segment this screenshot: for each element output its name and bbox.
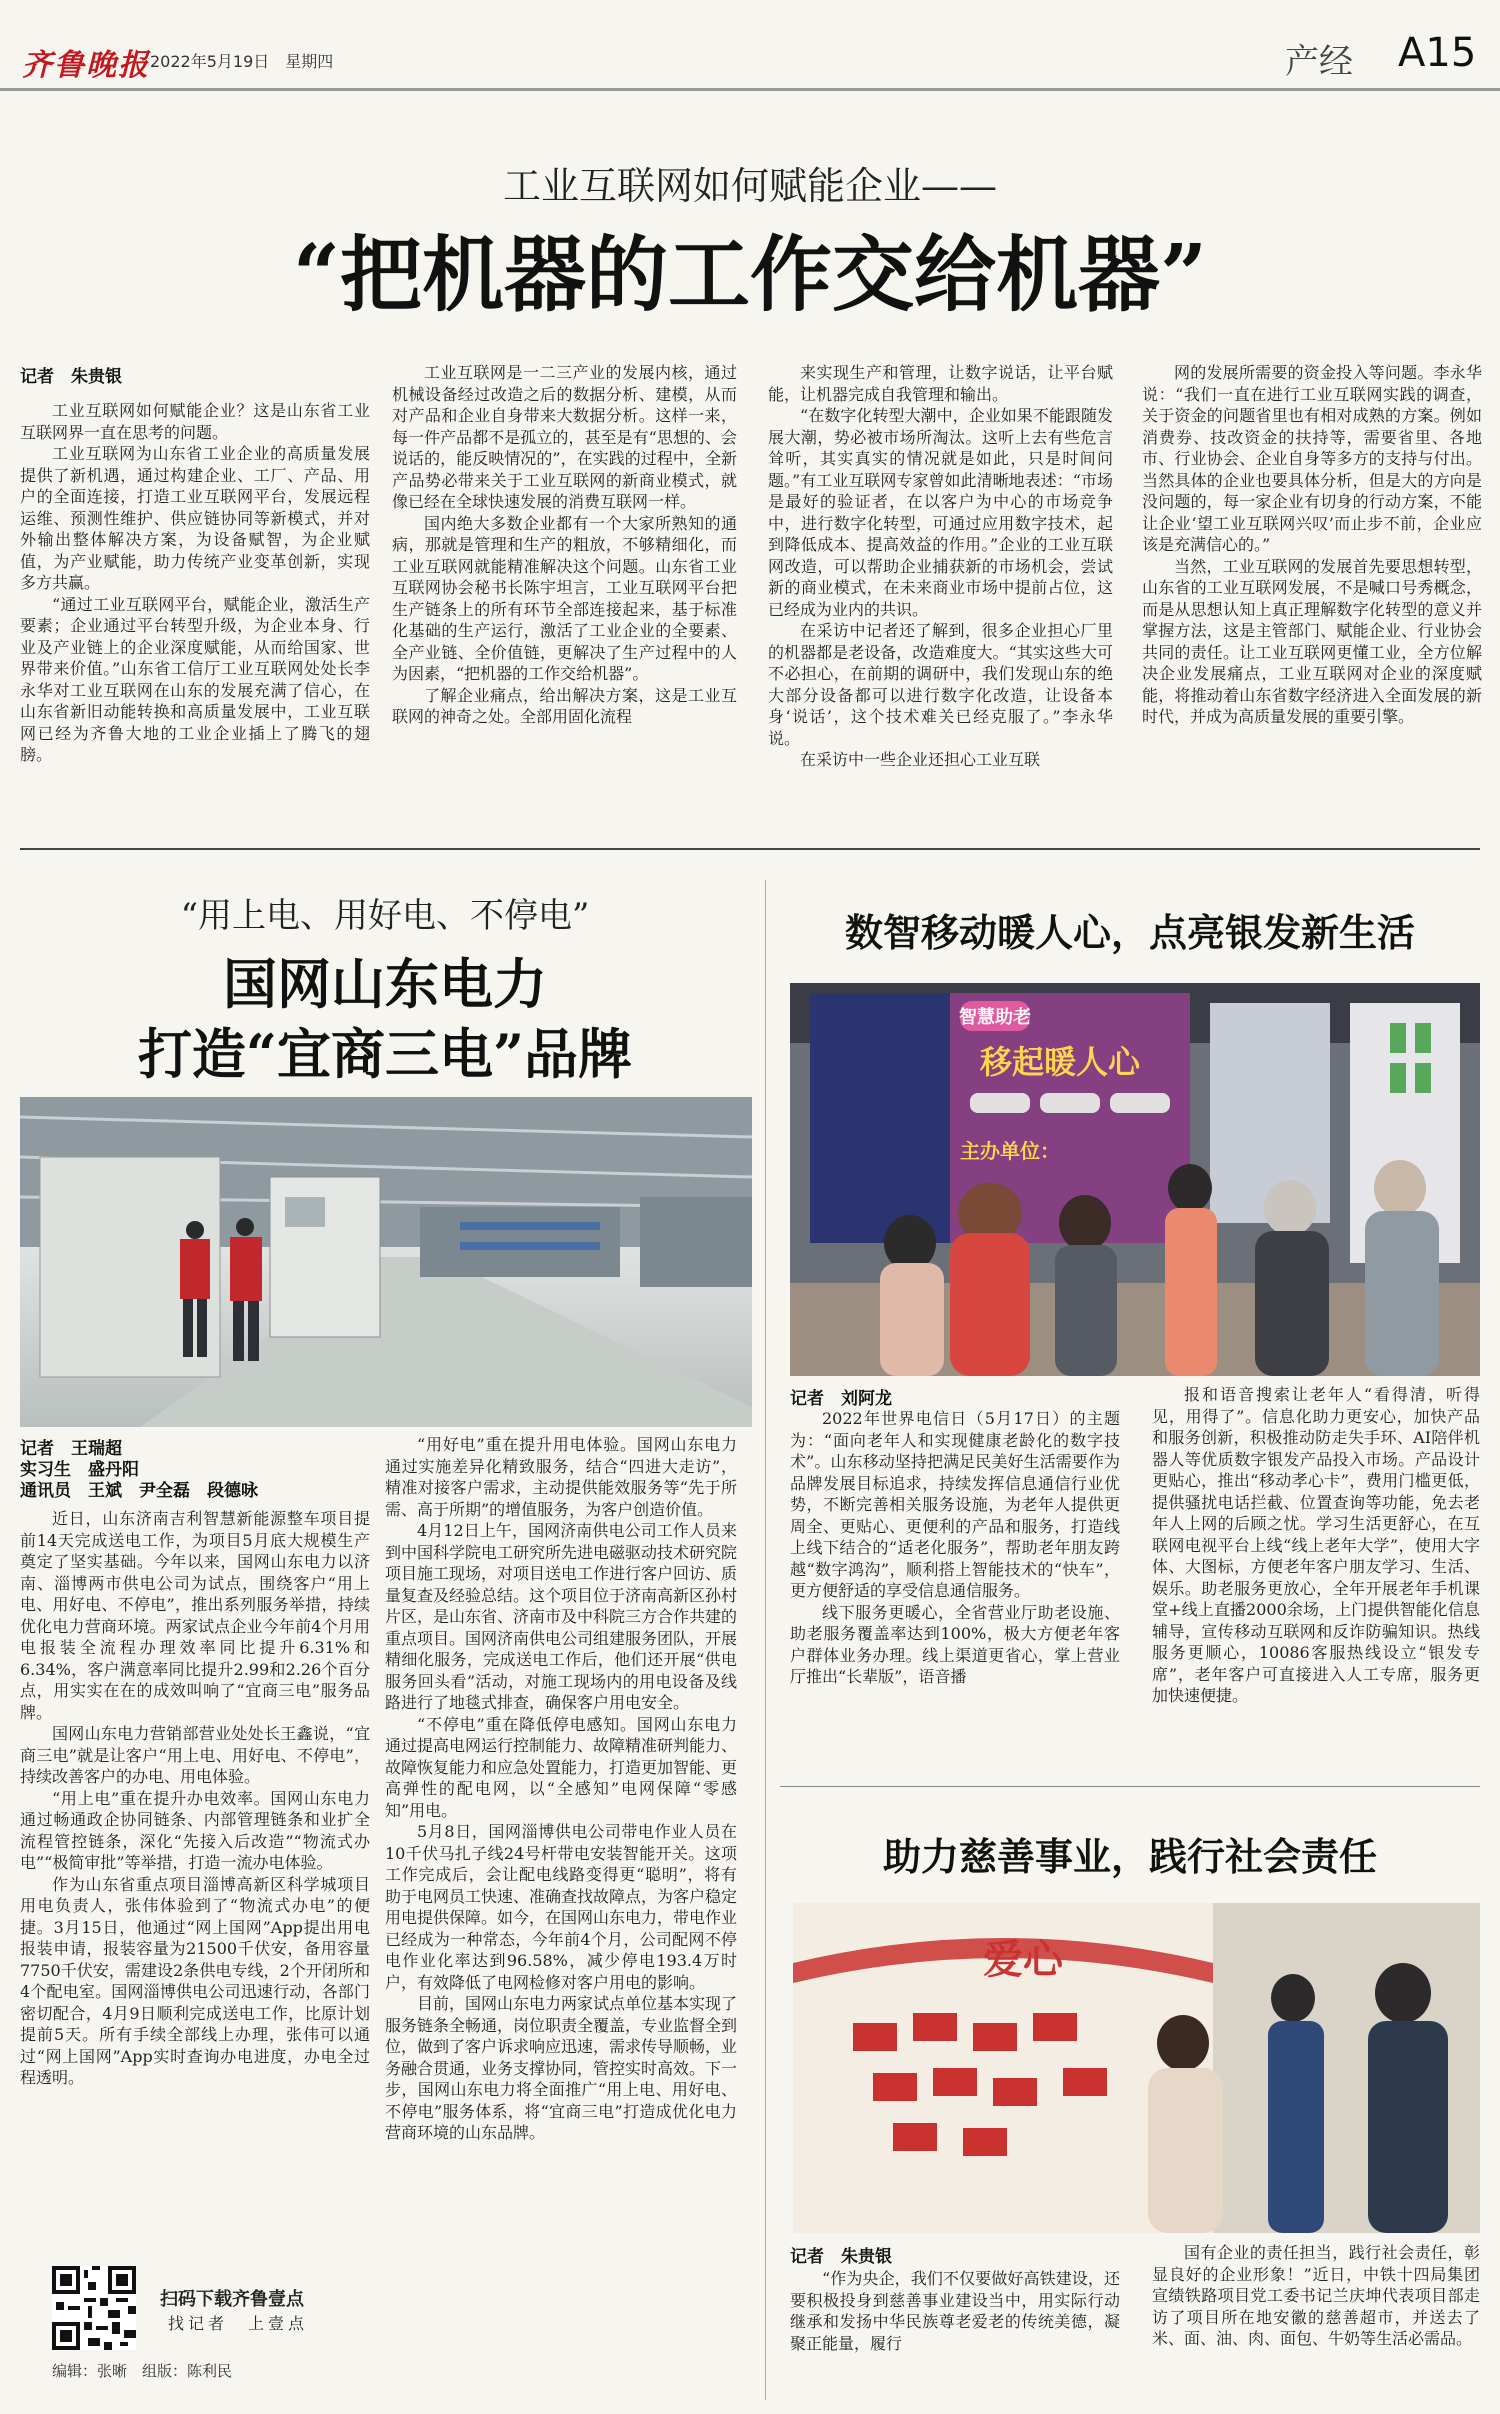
paragraph: “通过工业互联网平台，赋能企业，激活生产要素；企业通过平台转型升级，为企业本身、行业及产业链上的企业深度赋能，从而给国家、世界带来价值。”山东省工信厅工业互联网处处长李永华对工业互联网在山东的发展充满了信心，在山东省新旧动能转换和高质量发展中，工业互联网已经为齐鲁大地的工业企业插上了腾飞的翅膀。: [20, 594, 370, 764]
section-divider: [20, 848, 1480, 850]
article2-byline-reporter: 记者 王瑞超: [20, 1439, 122, 1459]
paragraph: 工业互联网如何赋能企业？这是山东省工业互联网界一直在思考的问题。: [20, 401, 370, 442]
qr-subcaption: 找记者 上壹点: [168, 2314, 309, 2333]
paragraph: 当然，工业互联网的发展首先要思想转型，山东省的工业互联网发展，不是喊口号秀概念，而是从思想认知上真正理解数字化转型的意义并掌握方法，这是主管部门、赋能企业、行业协会共同的责任。让工业互联网更懂工业，全方位解决企业发展痛点，工业互联网对企业的深度赋能，将推动着山东省数字经济进入全面发展的新时代，并成为高质量发展的重要引擎。: [1142, 556, 1482, 726]
paragraph: 了解企业痛点，给出解决方案，这是工业互联网的神奇之处。全部用固化流程: [392, 685, 737, 726]
paragraph: 网的发展所需要的资金投入等问题。李永华说：“我们一直在进行工业互联网实践的调查，关于资金的问题省里也有相对成熟的方案。例如消费券、技改资金的扶持等，需要省里、各地市、行业协会、企业自身等多方的支持与付出。当然具体的企业也要具体分析，但是大的方向是没问题的，每一家企业有切身的行动方案，不能让企业‘望工业互联网兴叹’而止步不前，企业应该是充满信心的。”: [1142, 363, 1482, 554]
section-divider-right: [780, 1786, 1480, 1787]
screen-text-3: 主办单位：: [960, 1139, 1060, 1163]
article2-kicker: “用上电、用好电、不停电”: [180, 896, 590, 936]
screen-text-1: 智慧助老: [959, 1007, 1031, 1028]
paragraph: 5月8日，国网淄博供电公司带电作业人员在10千伏马扎子线24号杆带电安装智能开关。这项工作完成后，会让配电线路变得更“聪明”，将有助于电网员工快速、准确查找故障点，为客户稳定用电提供保障。如今，在国网山东电力，带电作业已经成为一种常态，今年前4个月，公司配网不停电作业化率达到96.58%，减少停电193.4万时户，有效降低了电网检修对客户用电的影响。: [385, 1822, 737, 1992]
article2-headline-line2: 打造“宜商三电”品牌: [137, 1022, 633, 1086]
article2-headline-line1: 国网山东电力: [223, 952, 547, 1016]
article2-column-1: [20, 1508, 370, 2248]
article3-byline: 记者 刘阿龙: [790, 1389, 892, 1409]
article4-column-2: [1152, 2242, 1480, 2398]
article1-column-1: [20, 400, 370, 832]
article4-headline: 助力慈善事业，践行社会责任: [882, 1834, 1377, 1879]
paragraph: 作为山东省重点项目淄博高新区科学城项目用电负责人，张伟体验到了“物流式办电”的便捷。3月15日，他通过“网上国网”App提出用电报装申请，报装容量为21500千伏安，备用容量7750千伏安，需建设2条供电专线，2个开闭所和4个配电室。国网淄博供电公司迅速行动，各部门密切配合，4月9日顺利完成送电工作，比原计划提前5天。所有手续全部线上办理，张伟可以通过“网上国网”App实时查询办电进度，办电全过程透明。: [20, 1874, 370, 2087]
editor-credit: 编辑：张晰 组版：陈利民: [52, 2362, 233, 2380]
paragraph: 国网山东电力营销部营业处处长王鑫说，“宜商三电”就是让客户“用上电、用好电、不停电”，持续改善客户的办电、用电体验。: [20, 1724, 370, 1786]
section-name: 产经: [1285, 42, 1353, 82]
article2-column-2: [385, 1434, 737, 2384]
paragraph: “不停电”重在降低停电感知。国网山东电力通过提高电网运行控制能力、故障精准研判能力、故障恢复能力和应急处置能力，打造更加智能、更高弹性的配电网，以“全感知”电网保障“零感知”用电。: [385, 1714, 737, 1820]
paragraph: “用上电”重在提升办电效率。国网山东电力通过畅通政企协同链条、内部管理链条和业扩全流程管控链条，深化“先接入后改造”“物流式办电”“极简审批”等举措，打造一流办电体验。: [20, 1788, 370, 1872]
screen-text-2: 移起暖人心: [979, 1043, 1141, 1081]
paragraph: 工业互联网为山东省工业企业的高质量发展提供了新机遇，通过构建企业、工厂、产品、用户的全面连接，打造工业互联网平台，发展远程运维、预测性维护、供应链协同等新模式，并对外输出整体解决方案，为设备赋智，为企业赋值，为产业赋能，助力传统产业变革创新，实现多方共赢。: [20, 444, 370, 592]
article1-kicker: 工业互联网如何赋能企业——: [502, 164, 997, 208]
paragraph: 报和语音搜索让老年人“看得清，听得见，用得了”。信息化助力更安心，加快产品和服务创新，积极推动防走失手环、AI陪伴机器人等优质数字银发产品投入市场。产品设计更贴心，推出“移动孝心卡”，费用门槛更低，提供骚扰电话拦截、位置查询等功能，免去老年人上网的后顾之忧。学习生活更舒心，在互联网电视平台上线“线上老年大学”，使用大字体、大图标，方便老年客户朋友学习、生活、娱乐。助老服务更放心，全年开展老年手机课堂+线上直播2000余场，上门提供智能化信息辅导，宣传移动互联网和反诈防骗知识。热线服务更顺心，10086客服热线设立“银发专席”，老年客户可直接进入人工专席，服务更加快速便捷。: [1152, 1385, 1480, 1705]
paragraph: 来实现生产和管理，让数字说话，让平台赋能，让机器完成自我管理和输出。: [768, 363, 1113, 404]
article1-column-4: [1142, 362, 1482, 832]
article4-byline: 记者 朱贵银: [790, 2247, 892, 2267]
paragraph: 线下服务更暖心，全省营业厅助老设施、助老服务覆盖率达到100%，极大方便老年客户群体业务办理。线上渠道更省心，掌上营业厅推出“长辈版”，语音播: [790, 1602, 1120, 1686]
page-number: A15: [1398, 30, 1477, 76]
article3-column-1: [790, 1408, 1120, 1758]
paragraph: 4月12日上午，国网济南供电公司工作人员来到中国科学院电工研究所先进电磁驱动技术研究院项目施工现场，对项目送电工作进行客户回访、质量复查及经验总结。这个项目位于济南高新区孙村片区，是山东省、济南市及中科院三方合作共建的重点项目。国网济南供电公司组建服务团队，开展精细化服务，完成送电工作后，他们还开展“供电服务回头看”活动，对施工现场内的用电设备及线路进行了地毯式排查，确保客户用电安全。: [385, 1521, 737, 1712]
paragraph: 工业互联网是一二三产业的发展内核，通过机械设备经过改造之后的数据分析、建模，从而对产品和企业自身带来大数据分析。这样一来，每一件产品都不是孤立的，甚至是有“思想的、会说话的，能反映情况的”，在实践的过程中，全新产品势必带来关于工业互联网的新商业模式，就像已经在全球快速发展的消费互联网一样。: [392, 363, 737, 511]
article2-byline-intern: 实习生 盛丹阳: [20, 1460, 139, 1480]
paragraph: 国有企业的责任担当，践行社会责任，彰显良好的企业形象！”近日，中铁十四局集团宣绩铁路项目党工委书记兰庆坤代表项目部走访了项目所在地安徽的慈善超市，并送去了米、面、油、肉、面包、牛奶等生活必需品。: [1152, 2243, 1480, 2348]
qr-code-icon[interactable]: [52, 2266, 136, 2350]
factory-photo: [20, 1097, 752, 1427]
column-divider: [765, 880, 766, 2400]
article3-headline: 数智移动暖人心，点亮银发新生活: [844, 910, 1415, 955]
article1-column-3: [768, 362, 1113, 832]
masthead-rule: [0, 88, 1500, 91]
charity-photo: [793, 1903, 1480, 2233]
store-photo: [790, 983, 1480, 1376]
article2-byline-correspondents: 通讯员 王斌 尹全磊 段德咏: [20, 1481, 258, 1501]
paragraph: 2022年世界电信日（5月17日）的主题为：“面向老年人和实现健康老龄化的数字技术”。山东移动坚持把满足民美好生活需要作为品牌发展目标追求，持续发挥信息通信行业优势，不断完善相关服务设施，为老年人提供更周全、更贴心、更便利的产品和服务，打造线上线下结合的“适老化服务”，帮助老年朋友跨越“数字鸿沟”，顺利搭上智能技术的“快车”，更方便舒适的享受信息通信服务。: [790, 1409, 1120, 1600]
paragraph: 国内绝大多数企业都有一个大家所熟知的通病，那就是管理和生产的粗放，不够精细化，而工业互联网就能精准解决这个问题。山东省工业互联网协会秘书长陈宇坦言，工业互联网平台把生产链条上的所有环节全部连接起来，基于标准化基础的生产运行，激活了工业企业的全要素、全产业链、全价值链，更解决了生产过程中的人为因素，“把机器的工作交给机器”。: [392, 513, 737, 683]
paragraph: “作为央企，我们不仅要做好高铁建设，还要积极投身到慈善事业建设当中，用实际行动继承和发扬中华民族尊老爱老的传统美德，凝聚正能量，履行: [790, 2269, 1120, 2353]
paragraph: 在采访中一些企业还担心工业互联: [800, 750, 1041, 769]
article1-column-2: [392, 362, 737, 832]
paragraph: “用好电”重在提升用电体验。国网山东电力通过实施差异化精致服务，结合“四进大走访”，精准对接客户需求，主动提供能效服务等“先于所需、高于所期”的增值服务，为客户创造价值。: [385, 1435, 737, 1519]
article3-column-2: [1152, 1384, 1480, 1758]
paragraph: 目前，国网山东电力两家试点单位基本实现了服务链条全畅通，岗位职责全覆盖，专业监督全到位，做到了客户诉求响应迅速，需求传导顺畅，业务融合贯通，业务支撑协同，管控实时高效。下一步，国网山东电力将全面推广“用上电、用好电、不停电”服务体系，将“宜商三电”打造成优化电力营商环境的山东品牌。: [385, 1994, 737, 2142]
article1-byline: 记者 朱贵银: [20, 367, 122, 387]
paragraph: 在采访中记者还了解到，很多企业担心厂里的机器都是老设备，改造难度大。“其实这些大可不必担心，在前期的调研中，我们发现山东的绝大部分设备都可以进行数字化改造，让设备本身‘说话’，这个技术难关已经克服了。”李永华说。: [768, 621, 1113, 748]
article1-headline: “把机器的工作交给机器”: [292, 227, 1208, 323]
article4-column-1: [790, 2268, 1120, 2398]
paragraph: “在数字化转型大潮中，企业如果不能跟随发展大潮，势必被市场所淘汰。这听上去有些危言耸听，其实真实的情况就是如此，只是时间问题。”有工业互联网专家曾如此清晰地表述：“市场是最好的验证者，在以客户为中心的市场竞争中，进行数字化转型，可通过应用数字技术，起到降低成本、提高效益的作用。”企业的工业互联网改造，可以帮助企业捕获新的市场机会，尝试新的商业模式，在未来商业市场中提前占位，这已经成为业内的共识。: [768, 406, 1113, 619]
issue-date: 2022年5月19日 星期四: [150, 52, 334, 71]
wall-text: 爱心: [983, 1936, 1063, 1983]
qr-caption: 扫码下载齐鲁壹点: [160, 2289, 304, 2310]
paragraph: 近日，山东济南吉利智慧新能源整车项目提前14天完成送电工作，为项目5月底大规模生产奠定了坚实基础。今年以来，国网山东电力以济南、淄博两市供电公司为试点，围绕客户“用上电、用好电、不停电”，推出系列服务举措，持续优化电力营商环境。两家试点企业今年前4个月用电报装全流程办理效率同比提升6.31%和6.34%，客户满意率同比提升2.99和2.26个百分点，用实实在在的成效叫响了“宜商三电”服务品牌。: [20, 1509, 370, 1722]
newspaper-logo: 齐鲁晚报: [22, 48, 150, 83]
